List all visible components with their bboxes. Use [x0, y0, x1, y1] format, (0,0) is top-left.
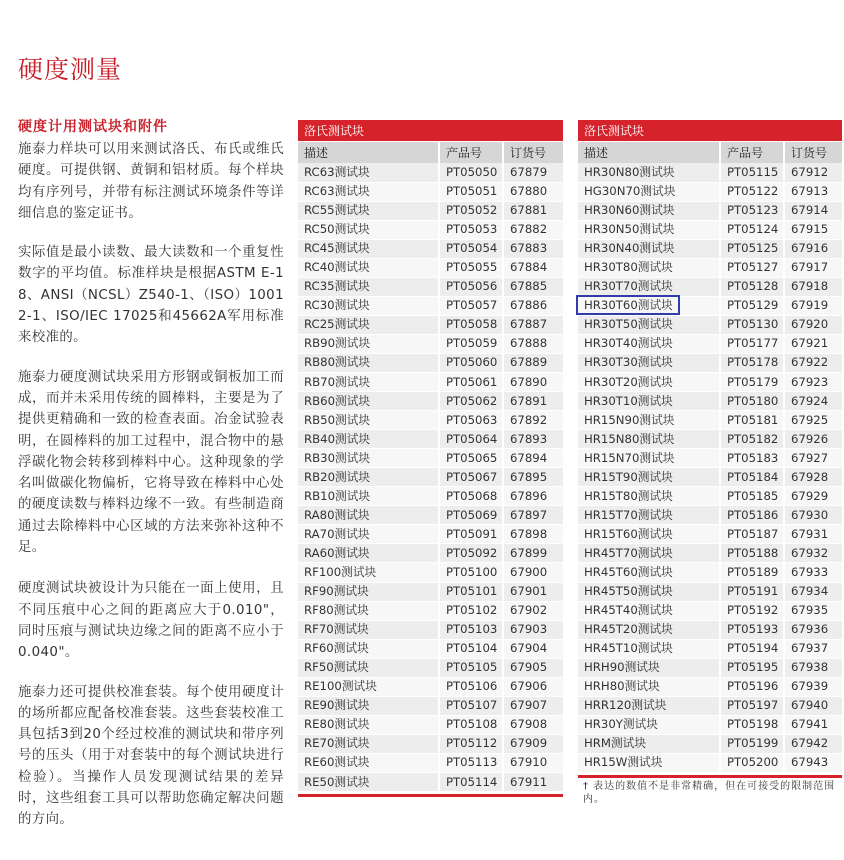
cell-product-no: PT05196 — [720, 677, 784, 696]
cell-product-no: PT05068 — [439, 487, 503, 506]
cell-product-no: PT05104 — [439, 639, 503, 658]
paragraph: 施泰力硬度测试块采用方形钢或铜板加工而成，而并未采用传统的圆棒料，主要是为了提供更精确和一致的检查表面。冶金试验表明，在圆棒料的加工过程中，混合物中的悬浮碳化物会转移到棒料中心。这种现象的学名叫做碳化物偏析，它将导致在棒料中心处的硬度读数与棒料边缘不一致。有些制造商通过去除棒料中心区域的方法来弥补这种不足。 — [18, 369, 284, 556]
cell-order-no: 67901 — [503, 582, 563, 601]
table-row — [298, 182, 563, 201]
cell-order-no: 67942 — [784, 734, 842, 753]
table-row — [298, 601, 563, 620]
table-row — [578, 582, 842, 601]
table-row — [578, 411, 842, 430]
cell-product-no: PT05101 — [439, 582, 503, 601]
cell-product-no: PT05123 — [720, 201, 784, 220]
cell-description: HR15N80测试块 — [578, 430, 720, 449]
cell-order-no: 67939 — [784, 677, 842, 696]
cell-order-no: 67938 — [784, 658, 842, 677]
cell-product-no: PT05106 — [439, 677, 503, 696]
column-header-product-no: 产品号 — [720, 141, 784, 163]
cell-product-no: PT05107 — [439, 696, 503, 715]
cell-product-no: PT05053 — [439, 220, 503, 239]
cell-product-no: PT05112 — [439, 734, 503, 753]
cell-product-no: PT05113 — [439, 753, 503, 772]
paragraph: 实际值是最小读数、最大读数和一个重复性数字的平均值。标准样块是根据ASTM E-18、ANSI（NCSL）Z540-1、（ISO）10012-1、ISO/IEC 17025和45662A军用标准来校准的。 — [18, 245, 284, 346]
table-row — [578, 677, 842, 696]
paragraph: 施泰力还可提供校准套装。每个使用硬度计的场所都应配备校准套装。这些套装校准工具包括3到20个经过校准的测试块和带序列号的压头（用于对套装中的每个测试块进行检验）。当操作人员发现测试结果的差异时，这些组套工具可以帮助您确定解决问题的方向。 — [18, 684, 284, 828]
table-row — [298, 430, 563, 449]
cell-order-no: 67886 — [503, 296, 563, 315]
footnote: † 表达的数值不是非常精确，但在可接受的限制范围内。 — [583, 781, 836, 805]
page-title: 硬度测量 — [18, 55, 123, 84]
cell-order-no: 67927 — [784, 449, 842, 468]
cell-description: HR30T70测试块 — [578, 277, 720, 296]
cell-description: HR15N90测试块 — [578, 411, 720, 430]
table-row — [298, 715, 563, 734]
selection-highlight: HR30T60测试块 — [578, 297, 678, 313]
cell-product-no: PT05050 — [439, 163, 503, 182]
cell-order-no: 67928 — [784, 468, 842, 487]
cell-description: HR45T20测试块 — [578, 620, 720, 639]
table-row — [298, 753, 563, 772]
cell-description: RC35测试块 — [298, 277, 439, 296]
table-bottom-rule — [578, 775, 842, 778]
cell-product-no: PT05061 — [439, 373, 503, 392]
cell-product-no: PT05188 — [720, 544, 784, 563]
cell-order-no: 67881 — [503, 201, 563, 220]
cell-order-no: 67932 — [784, 544, 842, 563]
table-row — [298, 353, 563, 372]
cell-description: RF90测试块 — [298, 582, 439, 601]
cell-product-no: PT05182 — [720, 430, 784, 449]
table-row — [578, 639, 842, 658]
cell-order-no: 67894 — [503, 449, 563, 468]
cell-description: RC30测试块 — [298, 296, 439, 315]
table-row — [578, 258, 842, 277]
cell-product-no: PT05127 — [720, 258, 784, 277]
column-header-order-no: 订货号 — [503, 141, 563, 163]
cell-description: RA60测试块 — [298, 544, 439, 563]
cell-description: HR30T80测试块 — [578, 258, 720, 277]
table-row — [578, 506, 842, 525]
cell-description: HRR120测试块 — [578, 696, 720, 715]
column-header-product-no: 产品号 — [439, 141, 503, 163]
cell-order-no: 67935 — [784, 601, 842, 620]
column-header-description: 描述 — [298, 141, 439, 163]
cell-product-no: PT05054 — [439, 239, 503, 258]
table-row — [578, 353, 842, 372]
cell-product-no: PT05129 — [720, 296, 784, 315]
cell-product-no: PT05122 — [720, 182, 784, 201]
cell-description: RC40测试块 — [298, 258, 439, 277]
table-row — [578, 334, 842, 353]
cell-product-no: PT05064 — [439, 430, 503, 449]
table-row — [578, 658, 842, 677]
table-row — [298, 163, 563, 182]
cell-product-no: PT05180 — [720, 392, 784, 411]
cell-description: HR30Y测试块 — [578, 715, 720, 734]
cell-description: HRM测试块 — [578, 734, 720, 753]
cell-product-no: PT05069 — [439, 506, 503, 525]
table-row — [578, 315, 842, 334]
cell-description: RB50测试块 — [298, 411, 439, 430]
cell-product-no: PT05195 — [720, 658, 784, 677]
cell-description: HR15T90测试块 — [578, 468, 720, 487]
cell-description: HR30N60测试块 — [578, 201, 720, 220]
cell-description: RA80测试块 — [298, 506, 439, 525]
cell-description: HR45T40测试块 — [578, 601, 720, 620]
cell-order-no: 67930 — [784, 506, 842, 525]
cell-product-no: PT05197 — [720, 696, 784, 715]
cell-order-no: 67941 — [784, 715, 842, 734]
cell-product-no: PT05183 — [720, 449, 784, 468]
cell-description: HR30T50测试块 — [578, 315, 720, 334]
cell-product-no: PT05189 — [720, 563, 784, 582]
cell-order-no: 67937 — [784, 639, 842, 658]
table-row — [578, 753, 842, 772]
cell-order-no: 67933 — [784, 563, 842, 582]
cell-description: RC50测试块 — [298, 220, 439, 239]
table-row — [298, 258, 563, 277]
cell-product-no: PT05060 — [439, 353, 503, 372]
cell-order-no: 67924 — [784, 392, 842, 411]
cell-product-no: PT05185 — [720, 487, 784, 506]
cell-order-no: 67922 — [784, 353, 842, 372]
cell-description: HG30N70测试块 — [578, 182, 720, 201]
cell-product-no: PT05055 — [439, 258, 503, 277]
cell-description: HR30N50测试块 — [578, 220, 720, 239]
table-row — [298, 296, 563, 315]
cell-order-no: 67900 — [503, 563, 563, 582]
table-row — [298, 544, 563, 563]
table-row — [298, 277, 563, 296]
cell-product-no: PT05092 — [439, 544, 503, 563]
table-row — [578, 544, 842, 563]
table-row — [298, 639, 563, 658]
cell-product-no: PT05130 — [720, 315, 784, 334]
cell-order-no: 67898 — [503, 525, 563, 544]
table-row — [578, 430, 842, 449]
table-bottom-rule — [298, 794, 563, 797]
cell-description: HR15N70测试块 — [578, 449, 720, 468]
column-header-order-no: 订货号 — [784, 141, 842, 163]
cell-order-no: 67879 — [503, 163, 563, 182]
cell-product-no: PT05105 — [439, 658, 503, 677]
cell-product-no: PT05059 — [439, 334, 503, 353]
cell-product-no: PT05128 — [720, 277, 784, 296]
cell-description: HR30N80测试块 — [578, 163, 720, 182]
table-row — [578, 696, 842, 715]
cell-order-no: 67916 — [784, 239, 842, 258]
cell-description: RC63测试块 — [298, 163, 439, 182]
cell-order-no: 67902 — [503, 601, 563, 620]
cell-order-no: 67910 — [503, 753, 563, 772]
table-row — [298, 658, 563, 677]
table-row — [298, 563, 563, 582]
cell-product-no: PT05108 — [439, 715, 503, 734]
cell-description: RB20测试块 — [298, 468, 439, 487]
cell-description: HR15T70测试块 — [578, 506, 720, 525]
cell-order-no: 67911 — [503, 773, 563, 792]
table-row — [578, 220, 842, 239]
cell-product-no: PT05056 — [439, 277, 503, 296]
cell-order-no: 67885 — [503, 277, 563, 296]
paragraph: 施泰力样块可以用来测试洛氏、布氏或维氏硬度。可提供钢、黄铜和铝材质。每个样块均有序列号，并带有标注测试环境条件等详细信息的鉴定证书。 — [18, 142, 284, 221]
cell-description: RB10测试块 — [298, 487, 439, 506]
cell-description — [578, 296, 720, 315]
table-row — [578, 277, 842, 296]
cell-description: RB90测试块 — [298, 334, 439, 353]
table-row — [578, 563, 842, 582]
cell-product-no: PT05125 — [720, 239, 784, 258]
cell-description: HR45T70测试块 — [578, 544, 720, 563]
cell-order-no: 67936 — [784, 620, 842, 639]
cell-product-no: PT05051 — [439, 182, 503, 201]
cell-order-no: 67925 — [784, 411, 842, 430]
table-title: 洛氏测试块 — [298, 120, 563, 141]
table-row — [578, 715, 842, 734]
table-row — [298, 334, 563, 353]
cell-product-no: PT05181 — [720, 411, 784, 430]
cell-description: HR30T30测试块 — [578, 353, 720, 372]
cell-order-no: 67887 — [503, 315, 563, 334]
cell-order-no: 67895 — [503, 468, 563, 487]
cell-order-no: 67943 — [784, 753, 842, 772]
cell-product-no: PT05191 — [720, 582, 784, 601]
cell-description: RB60测试块 — [298, 392, 439, 411]
cell-product-no: PT05192 — [720, 601, 784, 620]
cell-description: RC25测试块 — [298, 315, 439, 334]
cell-product-no: PT05193 — [720, 620, 784, 639]
cell-description: HR30T10测试块 — [578, 392, 720, 411]
table-row — [578, 182, 842, 201]
cell-order-no: 67893 — [503, 430, 563, 449]
table-row — [298, 582, 563, 601]
cell-description: RF50测试块 — [298, 658, 439, 677]
cell-product-no: PT05052 — [439, 201, 503, 220]
cell-product-no: PT05124 — [720, 220, 784, 239]
column-header-description: 描述 — [578, 141, 720, 163]
cell-product-no: PT05178 — [720, 353, 784, 372]
cell-description: RE100测试块 — [298, 677, 439, 696]
table-row — [298, 220, 563, 239]
cell-product-no: PT05067 — [439, 468, 503, 487]
cell-product-no: PT05062 — [439, 392, 503, 411]
table-row — [578, 373, 842, 392]
cell-order-no: 67919 — [784, 296, 842, 315]
cell-description: RE90测试块 — [298, 696, 439, 715]
cell-description: RC63测试块 — [298, 182, 439, 201]
table-row — [578, 487, 842, 506]
cell-description: HR30T20测试块 — [578, 373, 720, 392]
table-row — [578, 468, 842, 487]
cell-description: HR15W测试块 — [578, 753, 720, 772]
cell-product-no: PT05179 — [720, 373, 784, 392]
cell-product-no: PT05091 — [439, 525, 503, 544]
cell-product-no: PT05065 — [439, 449, 503, 468]
cell-description: HR15T60测试块 — [578, 525, 720, 544]
cell-description: HR45T50测试块 — [578, 582, 720, 601]
cell-order-no: 67880 — [503, 182, 563, 201]
cell-description: RE50测试块 — [298, 773, 439, 792]
table-row-selected — [578, 296, 842, 315]
cell-order-no: 67906 — [503, 677, 563, 696]
cell-description: RF100测试块 — [298, 563, 439, 582]
cell-description: HR45T10测试块 — [578, 639, 720, 658]
table-row — [298, 411, 563, 430]
cell-product-no: PT05058 — [439, 315, 503, 334]
table-row — [298, 677, 563, 696]
table-row — [298, 525, 563, 544]
cell-description: HRH80测试块 — [578, 677, 720, 696]
cell-order-no: 67891 — [503, 392, 563, 411]
table-row — [578, 239, 842, 258]
table-row — [298, 506, 563, 525]
cell-order-no: 67903 — [503, 620, 563, 639]
table-row — [578, 201, 842, 220]
rockwell-test-block-table-left — [298, 120, 563, 792]
table-row — [578, 449, 842, 468]
table-row — [298, 468, 563, 487]
cell-order-no: 67882 — [503, 220, 563, 239]
cell-description: RA70测试块 — [298, 525, 439, 544]
cell-product-no: PT05114 — [439, 773, 503, 792]
cell-order-no: 67913 — [784, 182, 842, 201]
cell-order-no: 67884 — [503, 258, 563, 277]
cell-description: RB70测试块 — [298, 373, 439, 392]
cell-product-no: PT05177 — [720, 334, 784, 353]
cell-order-no: 67892 — [503, 411, 563, 430]
section-heading: 硬度计用测试块和附件 — [18, 119, 168, 135]
cell-product-no: PT05063 — [439, 411, 503, 430]
table-row — [298, 392, 563, 411]
cell-description: RB30测试块 — [298, 449, 439, 468]
cell-order-no: 67926 — [784, 430, 842, 449]
cell-order-no: 67918 — [784, 277, 842, 296]
table-row — [578, 163, 842, 182]
cell-order-no: 67923 — [784, 373, 842, 392]
cell-order-no: 67909 — [503, 734, 563, 753]
table-row — [298, 487, 563, 506]
table-row — [298, 449, 563, 468]
cell-description: RF80测试块 — [298, 601, 439, 620]
cell-order-no: 67931 — [784, 525, 842, 544]
table-row — [298, 696, 563, 715]
cell-description: RC55测试块 — [298, 201, 439, 220]
cell-product-no: PT05115 — [720, 163, 784, 182]
cell-product-no: PT05194 — [720, 639, 784, 658]
paragraph: 硬度测试块被设计为只能在一面上使用，且不同压痕中心之间的距离应大于0.010"，同时压痕与测试块边缘之间的距离不应小于0.040"。 — [18, 581, 284, 661]
cell-order-no: 67921 — [784, 334, 842, 353]
cell-order-no: 67897 — [503, 506, 563, 525]
cell-product-no: PT05100 — [439, 563, 503, 582]
table-row — [298, 373, 563, 392]
cell-order-no: 67899 — [503, 544, 563, 563]
cell-product-no: PT05103 — [439, 620, 503, 639]
cell-description: RF70测试块 — [298, 620, 439, 639]
table-row — [578, 734, 842, 753]
cell-order-no: 67889 — [503, 353, 563, 372]
table-row — [578, 525, 842, 544]
cell-description: HR15T80测试块 — [578, 487, 720, 506]
cell-order-no: 67912 — [784, 163, 842, 182]
cell-description: RE80测试块 — [298, 715, 439, 734]
cell-description: RE60测试块 — [298, 753, 439, 772]
table-row — [298, 620, 563, 639]
cell-order-no: 67917 — [784, 258, 842, 277]
rockwell-test-block-table-right — [578, 120, 842, 773]
cell-description: RB40测试块 — [298, 430, 439, 449]
table-row — [298, 201, 563, 220]
cell-order-no: 67914 — [784, 201, 842, 220]
cell-order-no: 67920 — [784, 315, 842, 334]
cell-order-no: 67934 — [784, 582, 842, 601]
cell-product-no: PT05184 — [720, 468, 784, 487]
table-row — [298, 734, 563, 753]
cell-order-no: 67888 — [503, 334, 563, 353]
cell-product-no: PT05200 — [720, 753, 784, 772]
cell-order-no: 67929 — [784, 487, 842, 506]
cell-description: HR45T60测试块 — [578, 563, 720, 582]
cell-description: HR30T40测试块 — [578, 334, 720, 353]
cell-order-no: 67890 — [503, 373, 563, 392]
table-row — [578, 620, 842, 639]
cell-product-no: PT05187 — [720, 525, 784, 544]
cell-product-no: PT05057 — [439, 296, 503, 315]
table-row — [578, 601, 842, 620]
cell-order-no: 67915 — [784, 220, 842, 239]
cell-description: RB80测试块 — [298, 353, 439, 372]
intro-text-column — [18, 139, 284, 849]
cell-order-no: 67904 — [503, 639, 563, 658]
cell-order-no: 67907 — [503, 696, 563, 715]
table-row — [298, 239, 563, 258]
table-row — [578, 392, 842, 411]
cell-order-no: 67905 — [503, 658, 563, 677]
cell-product-no: PT05186 — [720, 506, 784, 525]
cell-order-no: 67896 — [503, 487, 563, 506]
cell-description: RF60测试块 — [298, 639, 439, 658]
cell-description: HRH90测试块 — [578, 658, 720, 677]
table-title: 洛氏测试块 — [578, 120, 842, 141]
cell-product-no: PT05199 — [720, 734, 784, 753]
cell-product-no: PT05198 — [720, 715, 784, 734]
cell-description: HR30N40测试块 — [578, 239, 720, 258]
table-row — [298, 315, 563, 334]
cell-description: RC45测试块 — [298, 239, 439, 258]
cell-order-no: 67883 — [503, 239, 563, 258]
cell-description: RE70测试块 — [298, 734, 439, 753]
cell-product-no: PT05102 — [439, 601, 503, 620]
table-row — [298, 773, 563, 792]
cell-order-no: 67940 — [784, 696, 842, 715]
cell-order-no: 67908 — [503, 715, 563, 734]
